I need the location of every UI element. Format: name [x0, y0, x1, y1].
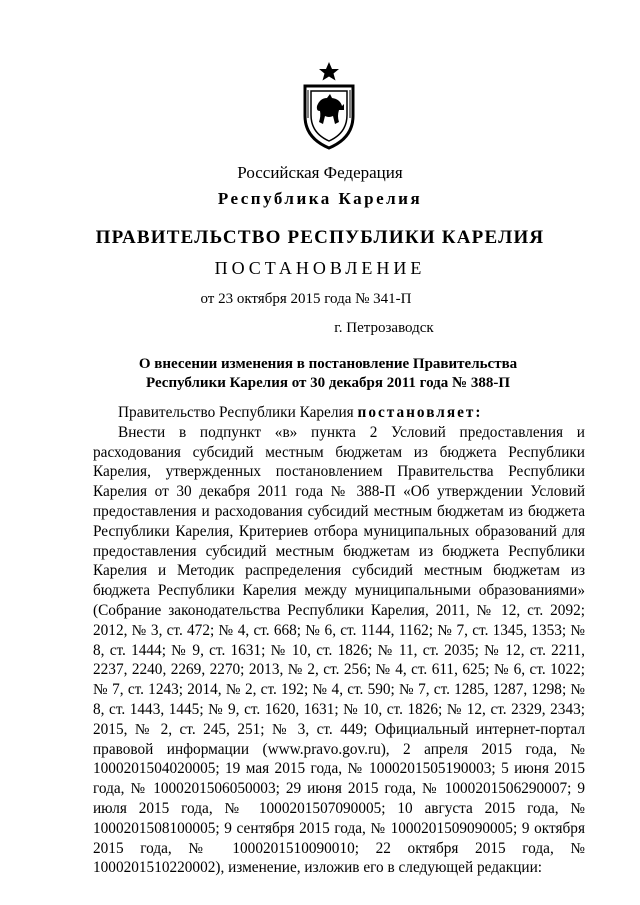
- karelia-coat-of-arms-icon: [299, 60, 359, 150]
- subject-line-1: О внесении изменения в постановление Правительства: [138, 356, 518, 372]
- republic-name: Республика Карелия: [217, 189, 423, 208]
- document-subject: [8, 355, 640, 393]
- document-type: ПОСТАНОВЛЕНИЕ: [214, 258, 426, 278]
- resolution-text: Внести в подпункт «в» пункта 2 Условий предоставления и расходования субсидий местным бюджетам из бюджета Республики Карелия, утвержденных постановлением Правительства Республики Карелия от 30 декабря 2011 года № 388-П «Об утверждении Условий предоставления и расходования субсидий местным бюджетам из бюджета Республики Карелия, Критериев отбора муниципальных образований для предоставления субсидий местным бюджетам из бюджета Республики Карелия и Методик распределения субсидий местным бюджетам из бюджета Республики Карелия между муниципальными образованиями» (Собрание законодательства Республики Карелия, 2011, № 12, ст. 2092; 2012, № 3, ст. 472; № 4, ст. 668; № 6, ст. 1144, 1162; № 7, ст. 1345, 1353; № 8, ст. 1444; № 9, ст. 1631; № 10, ст. 1826; № 11, ст. 2035; № 12, ст. 2211, 2237, 2240, 2269, 2270; 2013, № 2, ст. 256; № 4, ст. 611, 625; № 6, ст. 1022; № 7, ст. 1243; 2014, № 2, ст. 192; № 4, ст. 590; № 7, ст. 1285, 1287, 1298; № 8, ст. 1443, 1445; № 9, ст. 1620, 1631; № 10, ст. 1826; № 12, ст. 2329, 2343; 2015, № 2, ст. 245, 251; № 3, ст. 449; Официальный интернет-портал правовой информации (www.pravo.gov.ru), 2 апреля 2015 года, № 1000201504020005; 19 мая 2015 года, № 1000201505190003; 5 июня 2015 года, № 1000201506050003; 29 июня 2015 года, № 1000201506290007; 9 июля 2015 года, № 1000201507090005; 10 августа 2015 года, № 1000201508100005; 9 сентября 2015 года, № 1000201509090005; 9 октября 2015 года, № 1000201510090010; 22 октября 2015 года, № 1000201510220002), изменение, изложив его в следующей редакции:: [93, 423, 585, 877]
- document-body: [93, 403, 585, 878]
- document-date-number: от 23 октября 2015 года № 341-П: [200, 291, 412, 307]
- intro-verb: постановляет:: [357, 404, 483, 421]
- country-name: Российская Федерация: [237, 163, 403, 182]
- intro-prefix: Правительство Республики Карелия: [118, 404, 358, 421]
- resolution-intro: [93, 403, 585, 423]
- government-title: ПРАВИТЕЛЬСТВО РЕСПУБЛИКИ КАРЕЛИЯ: [95, 227, 545, 248]
- subject-line-2: Республики Карелия от 30 декабря 2011 года № 388-П: [145, 375, 511, 391]
- document-city: г. Петрозаводск: [334, 320, 434, 336]
